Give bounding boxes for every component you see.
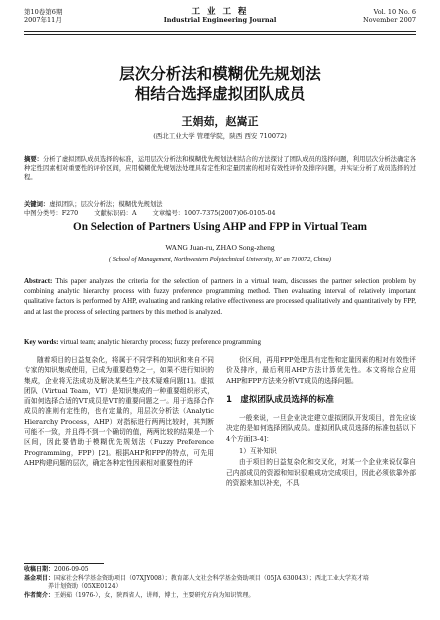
- received-value: 2006-09-05: [54, 566, 89, 573]
- fund-line-1: 国家社会科学基金资助项目（07XJY008）；教育部人文社会科学基金资助项目（05JA 630043）；西北工业大学英才培: [54, 574, 369, 582]
- article-title-cn: [30, 64, 410, 104]
- header-rule-thin: [24, 34, 416, 35]
- fund-info: [24, 575, 416, 584]
- clc-number: 中图分类号：F270: [24, 210, 79, 217]
- author-bio-label: 作者简介：: [24, 591, 55, 599]
- keywords-cn: [24, 200, 416, 209]
- abstract-cn-text: 分析了虚拟团队成员选择的标准，运用层次分析法和模糊优先规划法相结合的方法探讨了团队成员的选择问题，利用层次分析法确定各种定性因素相对重要性的评价区间，应用模糊优先规划法处理具有定性和定量因素的相对有效性评价及排序问题，并实证分析了成员选择的过程。: [24, 156, 417, 181]
- date-en: November 2007: [362, 16, 416, 24]
- abstract-cn-label: 摘要：: [24, 156, 43, 163]
- received-date: [24, 566, 416, 575]
- affiliation-en: ( School of Management, Northwestern Polytechnical University, Xi' an 710072, China): [109, 256, 331, 263]
- fund-label: 基金项目：: [24, 574, 55, 582]
- keywords-cn-label: 关键词：: [24, 201, 50, 208]
- abstract-en-text: This paper analyzes the criteria for the selection of partners in a virtual team, discusses the partner selection problem by combining analytic hierarchy process with fuzzy preference programming method. Then evaluating interval of relatively important qualitative factors is performed by AHP, evaluating and ranking relative effectiveness are processed qualitatively and quantitatively by FPP, and at last the process of selecting partners by this method is analyzed.: [24, 277, 416, 316]
- keywords-en-label: Key words:: [24, 338, 59, 346]
- journal-name: [24, 8, 416, 24]
- running-header: [24, 8, 416, 36]
- author-bio: [24, 592, 416, 601]
- volume-issue-cn: 第10卷第6期: [24, 8, 63, 16]
- article-number: 文章编号：1007-7375(2007)06-0105-04: [152, 210, 276, 217]
- date-cn: 2007年11月: [24, 16, 62, 24]
- title-cn-line-2: 相结合选择虚拟团队成员: [134, 85, 306, 103]
- article-title-en: On Selection of Partners Using AHP and FPP in Virtual Team: [73, 221, 367, 233]
- abstract-cn: [24, 155, 416, 182]
- classification-line: [24, 209, 416, 218]
- body-paragraph: 价区间，再用FPP处理具有定性和定量因素的相对有效性评价及排序，最后利用AHP方法计算优先性。本文将综合应用AHP和FPP方法来分析VT成员的选择问题。: [226, 356, 416, 385]
- footnote-rule: [24, 563, 104, 564]
- abstract-en-label: Abstract:: [24, 277, 53, 285]
- affiliation-cn: (西北工业大学 管理学院，陕西 西安 710072): [153, 132, 287, 140]
- body-paragraph: 由于项目的日益复杂化和交叉化，对某一个企业来说仅靠自己内部成员的资源和知识很难成功完成项目，因此必须依靠外部的资源来加以补充，不具: [226, 458, 416, 487]
- meta-block-cn: [24, 200, 416, 218]
- body-paragraph: 随着项目的日益复杂化，将属于不同学科的知识和来自不同专家的知识集成使用，已成为重要趋势之一，如果不进行知识的集成，企业将无法成功及解决某些生产技术疑难问题[1]。虚拟团队（Virtual Team，VT）是知识集成的一种重要组织形式，而如何选择合适的VT成员是VT的重要问题之一。用于选择合作成员的准则有定性的，也有定量的，用层次分析法（Analytic Hierarchy Process，AHP）对指标进行两两比较时，其判断可能不一致，并且得不到一个确切的值，两两比较的结果是一个区间，因此要借助于模糊优先规划法（Fuzzy Preference Programming，FPP）[2]。根据AHP和FPP的特点，可先用AHP构建问题的层次，确定各种定性因素相对重要性的评: [24, 356, 214, 467]
- abstract-en: [24, 276, 416, 317]
- fund-line-2: 养计划资助（05XE0124）: [48, 583, 122, 591]
- title-cn-line-1: 层次分析法和模糊优先规划法: [119, 65, 321, 83]
- header-rule-thick: [24, 31, 416, 32]
- body-column-left: [24, 355, 214, 468]
- volume-issue-en-line: Vol. 10 No. 6: [373, 8, 416, 16]
- journal-name-en: Industrial Engineering Journal: [163, 16, 277, 24]
- authors-cn: 王娟茹，赵嵩正: [181, 115, 259, 128]
- body-paragraph: 一般来说，一旦企业决定建立虚拟团队开发项目，首先应该决定的是如何选择团队成员。虚拟团队成员选择的标准包括以下4个方面[3-4]：: [226, 414, 416, 443]
- body-column-right: [226, 355, 416, 488]
- subsection-heading: 1）互补知识: [239, 447, 277, 456]
- author-bio-text: 王娟茹（1976-），女，陕西省人，讲师，博士，主要研究方向为知识管理。: [54, 591, 255, 599]
- authors-en: WANG Juan-ru, ZHAO Song-zheng: [165, 243, 275, 252]
- document-code: 文献标识码：A: [94, 210, 137, 217]
- volume-issue-en: [363, 8, 416, 24]
- journal-name-cn: 工 业 工 程: [191, 7, 249, 17]
- keywords-en-text: virtual team; analytic hierarchy process; fuzzy preference programming: [58, 338, 261, 346]
- received-label: 收稿日期：: [24, 566, 55, 573]
- section-heading: 1 虚拟团队成员选择的标准: [226, 394, 334, 405]
- footnotes: [24, 566, 416, 600]
- keywords-en: [24, 337, 416, 347]
- keywords-cn-text: 虚拟团队；层次分析法；模糊优先规划法: [49, 201, 163, 208]
